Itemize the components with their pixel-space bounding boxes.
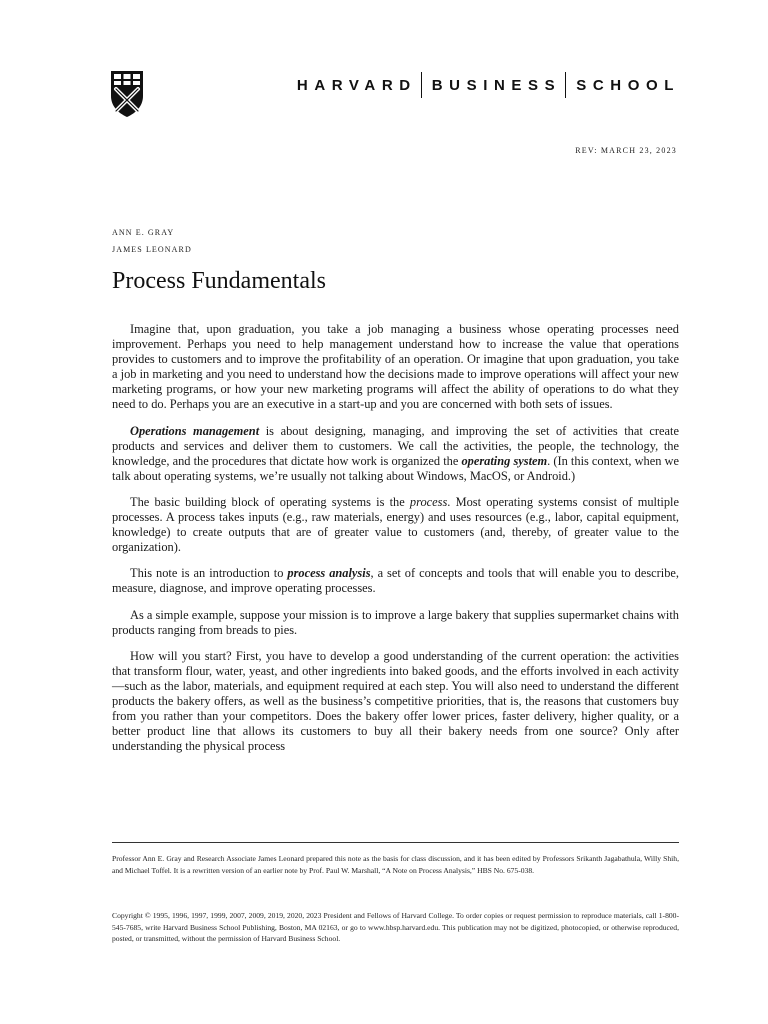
school-wordmark: [297, 72, 680, 98]
revision-date: REV: MARCH 23, 2023: [575, 146, 677, 155]
copyright-text: Copyright © 1995, 1996, 1997, 1999, 2007, 2009, 2019, 2020, 2023 President and Fellows of Harvard College. To order copies or request permission to reproduce materials, call 1-800-545-7685, write Harvard Business School Publishing, Boston, MA 02163, or go to www.hbsp.harvard.edu. This publication may not be digitized, photocopied, or otherwise reproduced, posted, or transmitted, without the permission of Harvard Business School.: [112, 911, 679, 944]
document-body: [112, 322, 679, 765]
page-header: [110, 66, 680, 126]
emphasis-term: process: [409, 494, 448, 509]
paragraph-text: , a set of concepts and tools that will enable you to describe, measure, diagnose, and improve operating processes.: [112, 566, 679, 596]
body-paragraph: [112, 566, 679, 596]
author-name: ANN E. GRAY: [112, 228, 175, 237]
document-title: Process Fundamentals: [112, 268, 326, 294]
paragraph-text: . (In this context, when we talk about operating systems, we’re usually not talking about Windows, MacOS, or Android.): [112, 453, 680, 483]
author-list: [112, 224, 192, 258]
key-term: operating system: [461, 453, 548, 468]
harvard-shield-icon: [110, 70, 144, 118]
paragraph-text: Imagine that, upon graduation, you take a job managing a business whose operating processes need improvement. Perhaps you need to help management understand how to increase the value that operations provides to customers and to improve the profitability of an operation. Or imagine that upon graduation, you take a job in marketing and you need to understand how the decisions made to improve operations will affect your new marketing programs, or how your new marketing programs will affect the ability of operations to do what they need to do. Perhaps you are an executive in a start-up and you are concerned with both sets of issues.: [112, 322, 679, 412]
author-name: JAMES LEONARD: [112, 245, 192, 254]
key-term: Operations management: [130, 423, 260, 438]
paragraph-text: is about designing, managing, and improving the set of activities that create products and services and deliver them to customers. We call the activities, the people, the technology, the knowledge, and the procedures that dictate how work is organized the: [112, 423, 679, 468]
wordmark-harvard: HARVARD: [296, 76, 417, 94]
wordmark-divider: [421, 72, 422, 98]
footnote-divider: [112, 842, 679, 843]
paragraph-text: . Most operating systems consist of multiple processes. A process takes inputs (e.g., raw materials, energy) and uses resources (e.g., labor, capital equipment, knowledge) to create outputs that are of greater value to customers (and, thereby, of greater value to the organization).: [112, 494, 679, 555]
wordmark-business: BUSINESS: [431, 76, 562, 94]
body-paragraph: [112, 322, 679, 413]
paragraph-text: As a simple example, suppose your mission is to improve a large bakery that supplies supermarket chains with products ranging from breads to pies.: [112, 607, 679, 637]
wordmark-school: SCHOOL: [576, 76, 680, 94]
body-paragraph: [112, 608, 679, 638]
paragraph-text: This note is an introduction to: [130, 566, 288, 581]
key-term: process analysis: [287, 566, 371, 581]
footnote-text: Professor Ann E. Gray and Research Associate James Leonard prepared this note as the basis for class discussion, and it has been edited by Professors Srikanth Jagabathula, Willy Shih, and Michael Toffel. It is a rewritten version of an earlier note by Prof. Paul W. Marshall, “A Note on Process Analysis,” HBS No. 675-038.: [112, 854, 679, 875]
body-paragraph: [112, 495, 679, 555]
paragraph-text: How will you start? First, you have to develop a good understanding of the current operation: the activities that transform flour, water, yeast, and other ingredients into baked goods, and the efforts involved in each activity—such as the labor, materials, and equipment required at each step. You will also need to understand the different products the bakery offers, as well as the business’s competitive priorities, that is, the reasons that customers buy from you rather than your competitors. Does the bakery offer lower prices, faster delivery, higher quality, or a better product line that allows its customers to buy all their bakery needs from one source? Only after understanding the physical process: [112, 648, 679, 754]
body-paragraph: [112, 649, 679, 755]
body-paragraph: [112, 424, 679, 484]
wordmark-divider: [565, 72, 566, 98]
paragraph-text: The basic building block of operating systems is the: [130, 494, 410, 509]
